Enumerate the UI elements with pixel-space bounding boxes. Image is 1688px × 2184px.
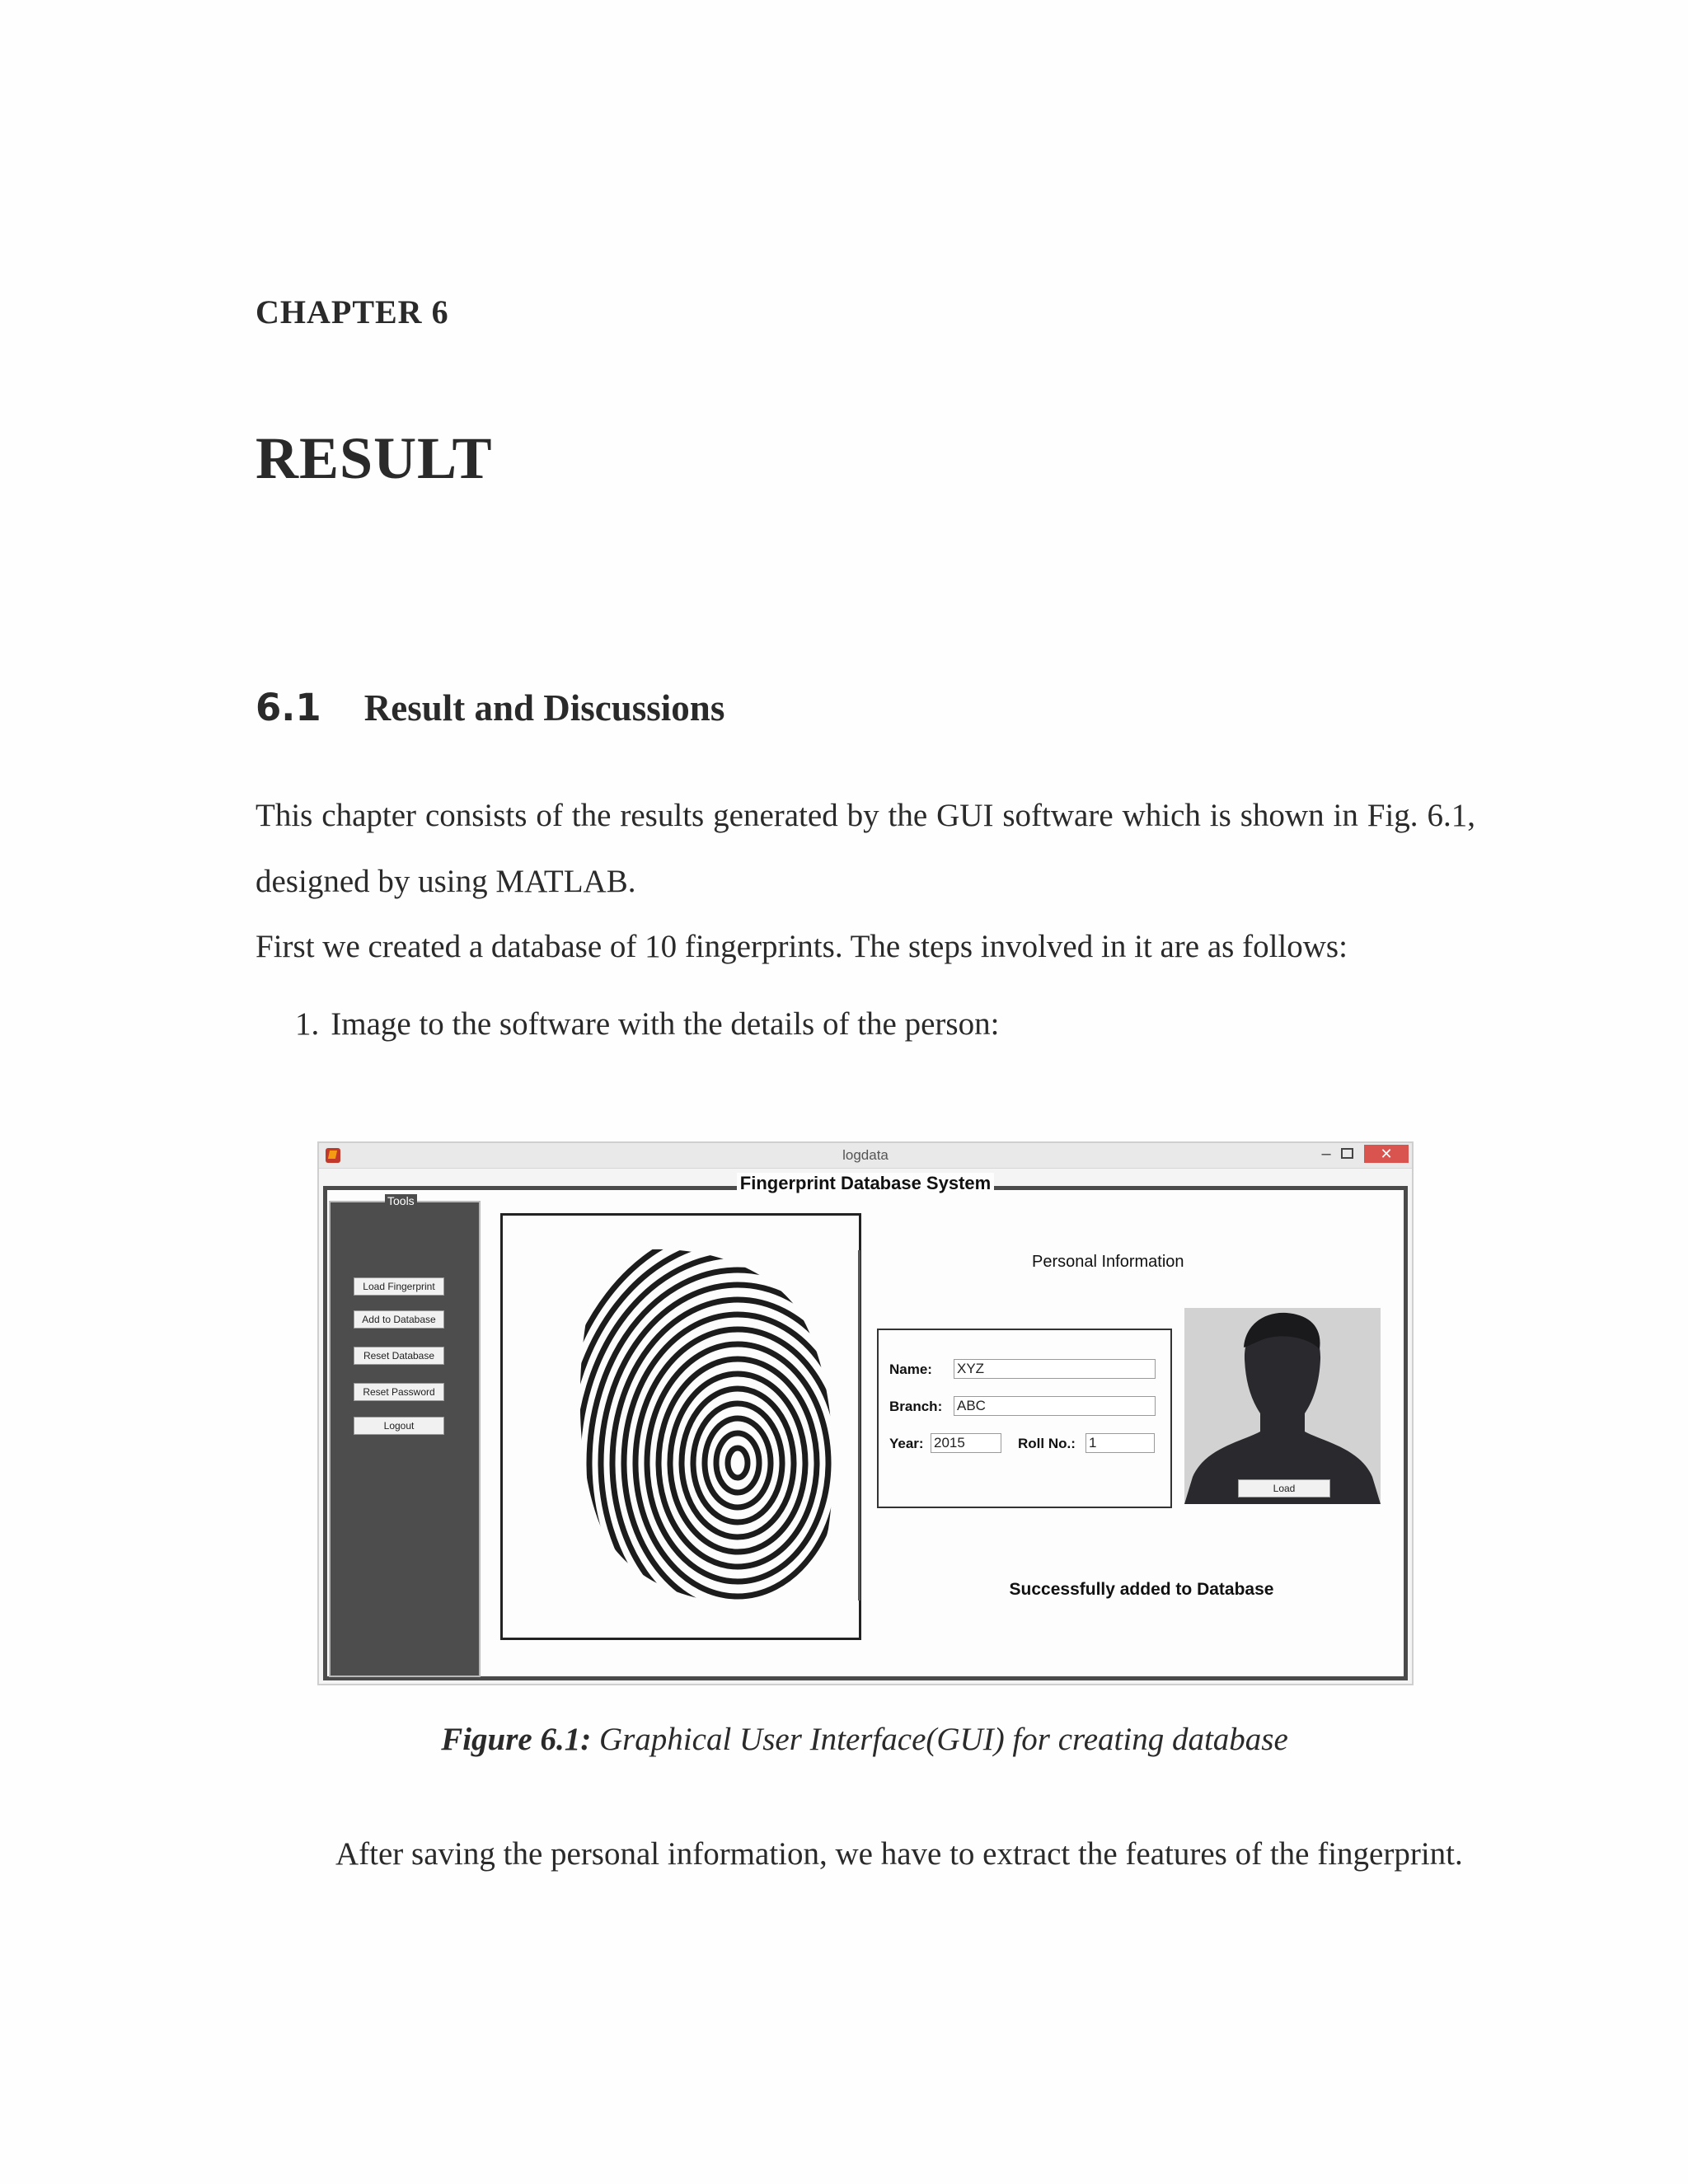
tools-label: Tools xyxy=(385,1194,417,1207)
load-photo-button[interactable]: Load xyxy=(1238,1479,1330,1497)
paragraph-after: After saving the personal information, we have to extract the features of the fingerprint. xyxy=(335,1836,1463,1872)
fingerprint-image xyxy=(503,1216,859,1638)
person-silhouette-icon xyxy=(1184,1308,1381,1504)
list-item-text: Image to the software with the details of the person: xyxy=(331,1006,1000,1042)
close-icon[interactable]: ✕ xyxy=(1364,1145,1409,1163)
personal-info-panel xyxy=(877,1329,1172,1508)
figure-caption xyxy=(0,1721,1688,1758)
name-label: Name: xyxy=(889,1361,932,1377)
figure-caption-label: Figure 6.1: xyxy=(441,1722,592,1757)
fingerprint-display xyxy=(500,1213,861,1640)
year-field[interactable]: 2015 xyxy=(931,1433,1001,1453)
roll-field[interactable]: 1 xyxy=(1085,1433,1155,1453)
paragraph-steps: First we created a database of 10 fingerprints. The steps involved in it are as follows: xyxy=(256,929,1348,964)
year-label: Year: xyxy=(889,1436,924,1451)
reset-password-button[interactable]: Reset Password xyxy=(354,1383,444,1401)
logout-button[interactable]: Logout xyxy=(354,1417,444,1435)
section-heading xyxy=(256,686,724,729)
chapter-title: RESULT xyxy=(256,425,493,491)
chapter-label: CHAPTER 6 xyxy=(256,293,449,330)
minimize-icon[interactable]: – xyxy=(1321,1145,1331,1163)
window-title: logdata xyxy=(842,1147,889,1163)
reset-database-button[interactable]: Reset Database xyxy=(354,1347,444,1365)
status-message: Successfully added to Database xyxy=(1009,1580,1274,1599)
photo-display xyxy=(1184,1308,1381,1504)
list-item xyxy=(295,1005,999,1043)
roll-label: Roll No.: xyxy=(1018,1436,1076,1451)
branch-label: Branch: xyxy=(889,1399,943,1414)
section-number: 6.1 xyxy=(256,686,321,729)
name-field[interactable]: XYZ xyxy=(954,1359,1156,1379)
section-title: Result and Discussions xyxy=(363,687,725,729)
fingerprint-scrollbar[interactable] xyxy=(858,1250,860,1601)
panel-title xyxy=(319,1173,1412,1194)
branch-field[interactable]: ABC xyxy=(954,1396,1156,1416)
paragraph-intro: This chapter consists of the results generated by the GUI software which is shown in Fig. 6.1, designed by using MATLAB. xyxy=(256,798,1475,899)
load-fingerprint-button[interactable]: Load Fingerprint xyxy=(354,1277,444,1296)
panel-title-text: Fingerprint Database System xyxy=(737,1173,994,1193)
personal-info-heading: Personal Information xyxy=(1032,1253,1184,1271)
list-item-number: 1. xyxy=(295,1006,320,1042)
add-to-database-button[interactable]: Add to Database xyxy=(354,1310,444,1329)
figure-caption-text: Graphical User Interface(GUI) for creating database xyxy=(598,1722,1288,1757)
maximize-icon[interactable] xyxy=(1341,1148,1353,1159)
tools-panel xyxy=(329,1201,481,1677)
gui-screenshot xyxy=(317,1141,1414,1685)
